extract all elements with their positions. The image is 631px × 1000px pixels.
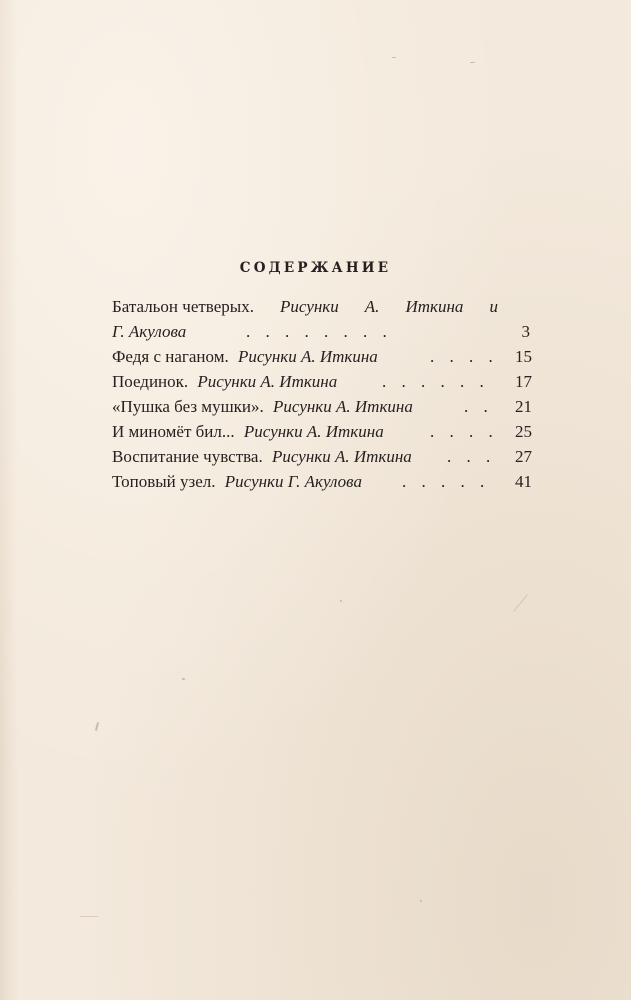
paper-speck	[392, 57, 396, 58]
toc-entry	[112, 294, 532, 319]
paper-speck	[470, 62, 475, 63]
paper-speck	[513, 594, 528, 611]
entry-credit: Рисунки А. Иткина	[273, 397, 413, 416]
page-number: 21	[515, 397, 532, 416]
toc-entry	[112, 444, 532, 469]
entry-credit: Рисунки Г. Акулова	[224, 472, 362, 491]
dot-leader: . . .	[447, 447, 496, 466]
entry-title: Батальон четверых.	[112, 297, 254, 316]
toc-entry	[112, 394, 532, 419]
page-number: 3	[521, 322, 530, 341]
page-number: 41	[515, 472, 532, 491]
entry-title: Топовый узел.	[112, 472, 216, 491]
dot-leader: . . . . .	[402, 472, 490, 491]
paper-speck	[340, 600, 342, 602]
paper-speck	[80, 916, 98, 917]
dot-leader: . . . .	[430, 422, 499, 441]
entry-credit: Рисунки А. Иткина	[243, 422, 384, 441]
dot-leader: . . . . . . . .	[246, 322, 393, 341]
toc-entry	[112, 419, 532, 444]
page-number: 27	[515, 447, 532, 466]
dot-leader: . .	[464, 397, 494, 416]
dot-leader: . . . .	[430, 347, 499, 366]
entry-credit-word: и	[489, 297, 498, 316]
entry-title: Федя с наганом.	[112, 347, 229, 366]
entry-credit: Рисунки А. Иткина	[197, 372, 338, 391]
entry-title: Поединок.	[112, 372, 189, 391]
toc-entry	[112, 369, 532, 394]
page-number: 17	[515, 372, 532, 391]
entry-credit-word: Иткина	[405, 297, 464, 316]
contents-heading: СОДЕРЖАНИЕ	[239, 260, 392, 276]
table-of-contents	[112, 294, 532, 494]
dot-leader: . . . . . .	[382, 372, 490, 391]
entry-credit: Г. Акулова	[112, 322, 187, 341]
page-number: 15	[515, 347, 532, 366]
page-number: 25	[515, 422, 532, 441]
entry-title: «Пушка без мушки».	[112, 397, 264, 416]
entry-credit-word: А.	[364, 297, 380, 316]
paper-speck	[420, 900, 422, 902]
entry-credit-word: Рисунки	[280, 297, 339, 316]
entry-credit: Рисунки А. Иткина	[271, 447, 412, 466]
toc-entry-continuation	[112, 319, 532, 344]
entry-credit: Рисунки А. Иткина	[237, 347, 378, 366]
entry-title: И миномёт бил...	[112, 422, 235, 441]
paper-speck	[95, 722, 99, 731]
entry-title: Воспитание чувства.	[112, 447, 263, 466]
toc-entry	[112, 469, 532, 494]
toc-entry	[112, 344, 532, 369]
paper-speck	[182, 678, 185, 680]
